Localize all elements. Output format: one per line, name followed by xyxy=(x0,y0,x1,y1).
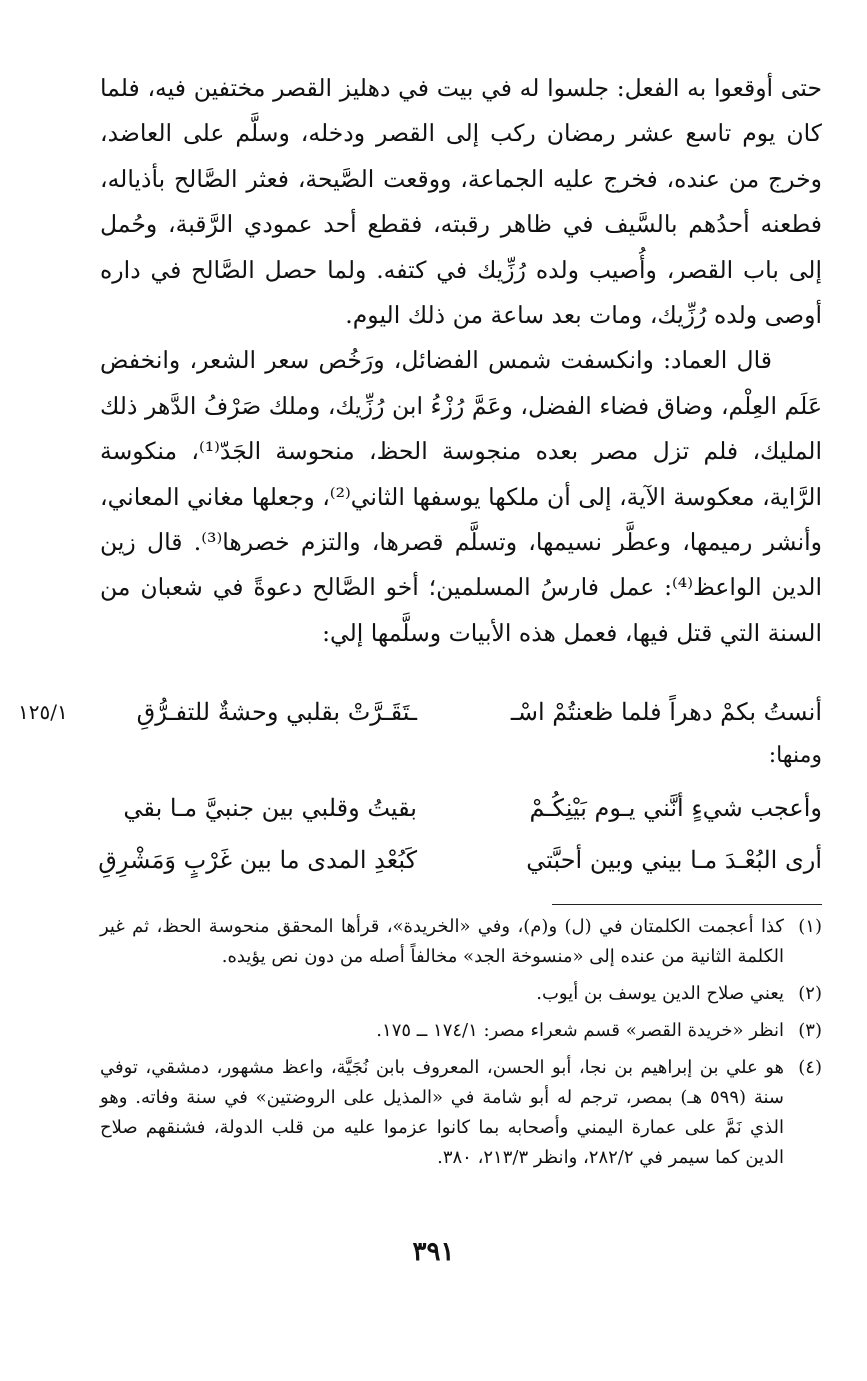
footnote-4-number: (٤) xyxy=(798,1057,822,1078)
footnote-4 xyxy=(100,1053,822,1173)
verse-3 xyxy=(100,838,822,884)
footnote-1-text: كذا أعجمت الكلمتان في (ل) و(م)، وفي «الخريدة»، قرأها المحقق منحوسة الحظ، ثم غير الكلمة الثانية من عنده إلى «منسوخة الجد» مخالفاً أصله من دون نص يؤيده. xyxy=(100,916,784,967)
page-number: ٣٩١ xyxy=(412,1237,455,1267)
footnote-2-number: (٢) xyxy=(798,983,822,1004)
margin-reference: ١٢٥/١ xyxy=(18,700,68,724)
footnote-4-text: هو علي بن إبراهيم بن نجا، أبو الحسن، المعروف بابن نُجَيَّة، واعظ مشهور، دمشقي، توفي سنة (٥٩٩ هـ) بمصر، ترجم له أبو شامة في «المذيل على الروضتين» في سنة وفاته. وهو الذي نَمَّ على عمارة اليمني وأصحابه بما كانوا عزموا عليه من قلب الدولة، فشنقهم صلاح الدين كما سيمر في ٢٨٢/٢، وانظر ٢١٣/٣، ٣٨٠. xyxy=(100,1057,784,1168)
paragraph-1: حتى أوقعوا به الفعل: جلسوا له في بيت في دهليز القصر مختفين فيه، فلما كان يوم تاسع عشر رمضان ركب إلى القصر ودخله، وسلَّم على العاضد، وخرج من عنده، فخرج عليه الجماعة، ووقعت الصَّيحة، فعثر الصَّالح بأذياله، فطعنه أحدُهم بالسَّيف في ظاهر رقبته، فقطع أحد عمودي الرَّقبة، وحُمل إلى باب القصر، وأُصيب ولده رُزِّيك في كتفه. ولما حصل الصَّالح في داره أوصى ولده رُزِّيك، ومات بعد ساعة من ذلك اليوم. xyxy=(100,74,822,330)
paragraph-2: قال العماد: وانكسفت شمس الفضائل، ورَخُص سعر الشعر، وانخفض عَلَم العِلْم، وضاق فضاء الفضل، وعَمَّ رُزْءُ ابن رُزِّيك، وملك صَرْفُ الدَّهر ذلك المليك، فلم تزل مصر بعده منجوسة الحظ، منحوسة الجَدّ⁽¹⁾، منكوسة الرَّاية، معكوسة الآية، إلى أن ملكها يوسفها الثاني⁽²⁾، وجعلها مغاني المعاني، وأنشر رميمها، وعطَّر نسيمها، وتسلَّم قصرها، والتزم خصرها⁽³⁾. قال زين الدين الواعظ⁽⁴⁾: عمل فارسُ المسلمين؛ أخو الصَّالح دعوةً في شعبان من السنة التي قتل فيها، فعمل هذه الأبيات وسلَّمها إلي: xyxy=(100,346,823,647)
verse-3-second-hemistich: كَبُعْدِ المدى ما بين غَرْبٍ وَمَشْرِقِ xyxy=(98,846,417,874)
footnote-1-number: (١) xyxy=(798,916,822,937)
footnote-2 xyxy=(100,979,822,1009)
minha-label: ومنها: xyxy=(768,743,822,768)
footnote-3-text: انظر «خريدة القصر» قسم شعراء مصر: ١٧٤/١ ــ ١٧٥. xyxy=(376,1020,784,1041)
verse-2-second-hemistich: بقيتُ وقلبي بين جنبيَّ مـا بقي xyxy=(123,794,417,822)
verse-1-first-hemistich: أنستُ بكمْ دهراً فلما ظعنتُمْ اسْـ xyxy=(510,698,822,726)
footnote-3-number: (٣) xyxy=(798,1020,822,1041)
main-text xyxy=(100,66,822,656)
minha-line xyxy=(100,734,822,780)
footnote-1 xyxy=(100,912,822,972)
verse-1-second-hemistich: ـتَقَـرَّتْ بقلبي وحشةٌ للتفـرُّقِ xyxy=(136,698,417,726)
footnote-2-text: يعني صلاح الدين يوسف بن أيوب. xyxy=(536,983,784,1004)
footnote-divider xyxy=(552,904,822,905)
verse-3-first-hemistich: أرى البُعْـدَ مـا بيني وبين أحبَّتي xyxy=(526,846,822,874)
footnotes xyxy=(100,912,822,1180)
verse-2-first-hemistich: وأعجب شيءٍ أنَّني يـوم بَيْنِكُـمْ xyxy=(529,794,822,822)
verse-2 xyxy=(100,786,822,832)
footnote-3 xyxy=(100,1016,822,1046)
verse-1 xyxy=(100,690,822,736)
